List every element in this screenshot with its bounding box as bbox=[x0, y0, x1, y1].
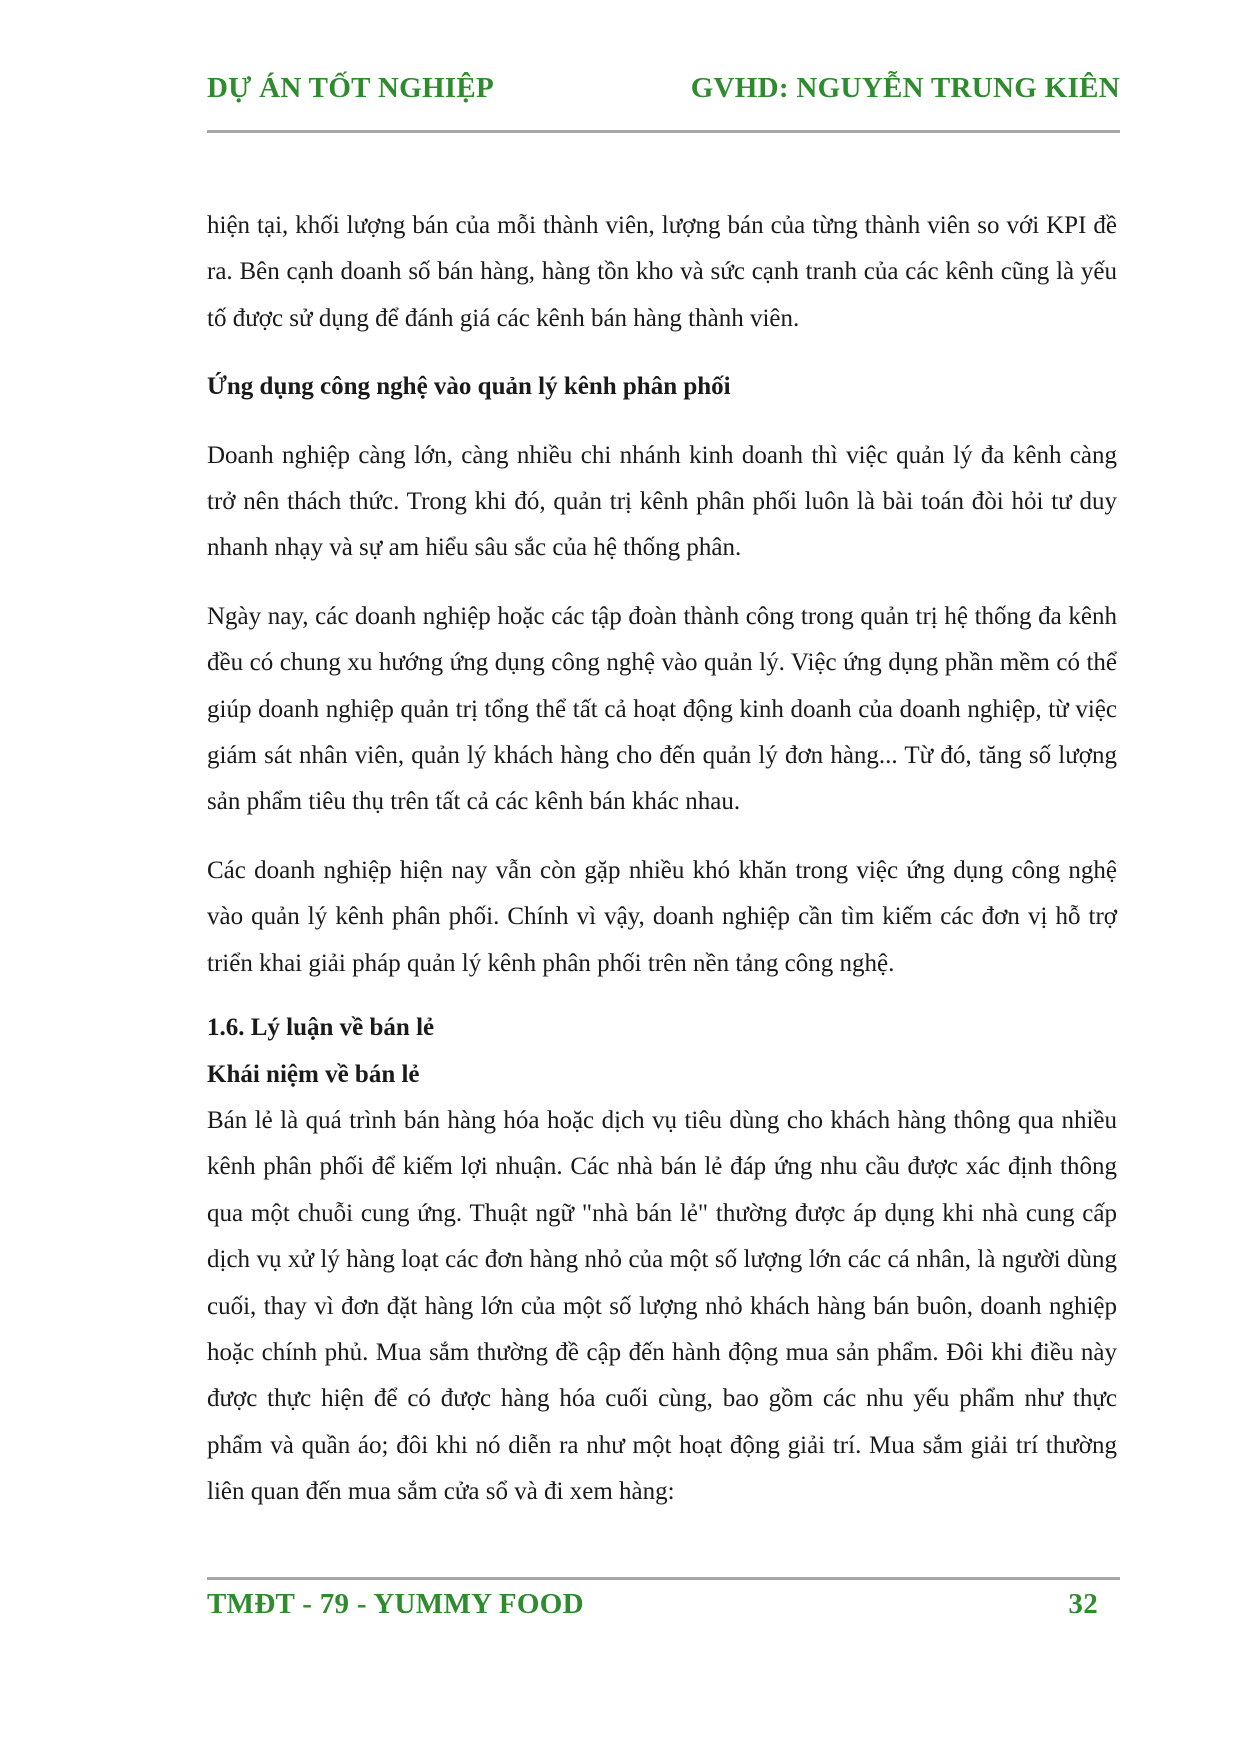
header-project-title: DỰ ÁN TỐT NGHIỆP bbox=[207, 72, 495, 104]
page-body bbox=[207, 203, 1117, 1516]
footer-project-name: TMĐT - 79 - YUMMY FOOD bbox=[207, 1588, 584, 1620]
footer-divider bbox=[207, 1577, 1120, 1580]
paragraph-kpi-evaluation: hiện tại, khối lượng bán của mỗi thành viên, lượng bán của từng thành viên so với KPI đề ra. Bên cạnh doanh số bán hàng, hàng tồn kho và sức cạnh tranh của các kênh cũng là yếu tố được sử dụng để đánh giá các kênh bán hàng thành viên. bbox=[207, 212, 1117, 332]
paragraph-difficulties: Các doanh nghiệp hiện nay vẫn còn gặp nhiều khó khăn trong việc ứng dụng công nghệ vào quản lý kênh phân phối. Chính vì vậy, doanh nghiệp cần tìm kiếm các đơn vị hỗ trợ triển khai giải pháp quản lý kênh phân phối trên nền tảng công nghệ. bbox=[207, 856, 1117, 977]
header-supervisor: GVHD: NGUYỄN TRUNG KIÊN bbox=[690, 72, 1120, 104]
paragraph-multichannel-challenge: Doanh nghiệp càng lớn, càng nhiều chi nhánh kinh doanh thì việc quản lý đa kênh càng trở nên thách thức. Trong khi đó, quản trị kênh phân phối luôn là bài toán đòi hỏi tư duy nhanh nhạy và sự am hiểu sâu sắc của hệ thống phân. bbox=[207, 441, 1117, 562]
paragraph-retail-definition: Bán lẻ là quá trình bán hàng hóa hoặc dịch vụ tiêu dùng cho khách hàng thông qua nhiều kênh phân phối để kiếm lợi nhuận. Các nhà bán lẻ đáp ứng nhu cầu được xác định thông qua một chuỗi cung ứng. Thuật ngữ "nhà bán lẻ" thường được áp dụng khi nhà cung cấp dịch vụ xử lý hàng loạt các đơn hàng nhỏ của một số lượng lớn các cá nhân, là người dùng cuối, thay vì đơn đặt hàng lớn của một số lượng nhỏ khách hàng bán buôn, doanh nghiệp hoặc chính phủ. Mua sắm thường đề cập đến hành động mua sản phẩm. Đôi khi điều này được thực hiện để có được hàng hóa cuối cùng, bao gồm các nhu yếu phẩm như thực phẩm và quần áo; đôi khi nó diễn ra như một hoạt động giải trí. Mua sắm giải trí thường liên quan đến mua sắm cửa sổ và đi xem hàng: bbox=[207, 1106, 1117, 1506]
heading-technology-application: Ứng dụng công nghệ vào quản lý kênh phân phối bbox=[207, 373, 731, 401]
paragraph-technology-trend: Ngày nay, các doanh nghiệp hoặc các tập đoàn thành công trong quản trị hệ thống đa kênh đều có chung xu hướng ứng dụng công nghệ vào quản lý. Việc ứng dụng phần mềm có thể giúp doanh nghiệp quản trị tổng thể tất cả hoạt động kinh doanh của doanh nghiệp, từ việc giám sát nhân viên, quản lý khách hàng cho đến quản lý đơn hàng... Từ đó, tăng số lượng sản phẩm tiêu thụ trên tất cả các kênh bán khác nhau. bbox=[207, 602, 1117, 816]
section-heading-retail-theory: 1.6. Lý luận về bán lẻ bbox=[207, 1014, 435, 1042]
header-divider bbox=[207, 130, 1120, 133]
subheading-retail-concept: Khái niệm về bán lẻ bbox=[207, 1060, 420, 1088]
page-number: 32 bbox=[1068, 1588, 1098, 1620]
page-footer bbox=[207, 1588, 1120, 1621]
page-header bbox=[207, 72, 1120, 105]
